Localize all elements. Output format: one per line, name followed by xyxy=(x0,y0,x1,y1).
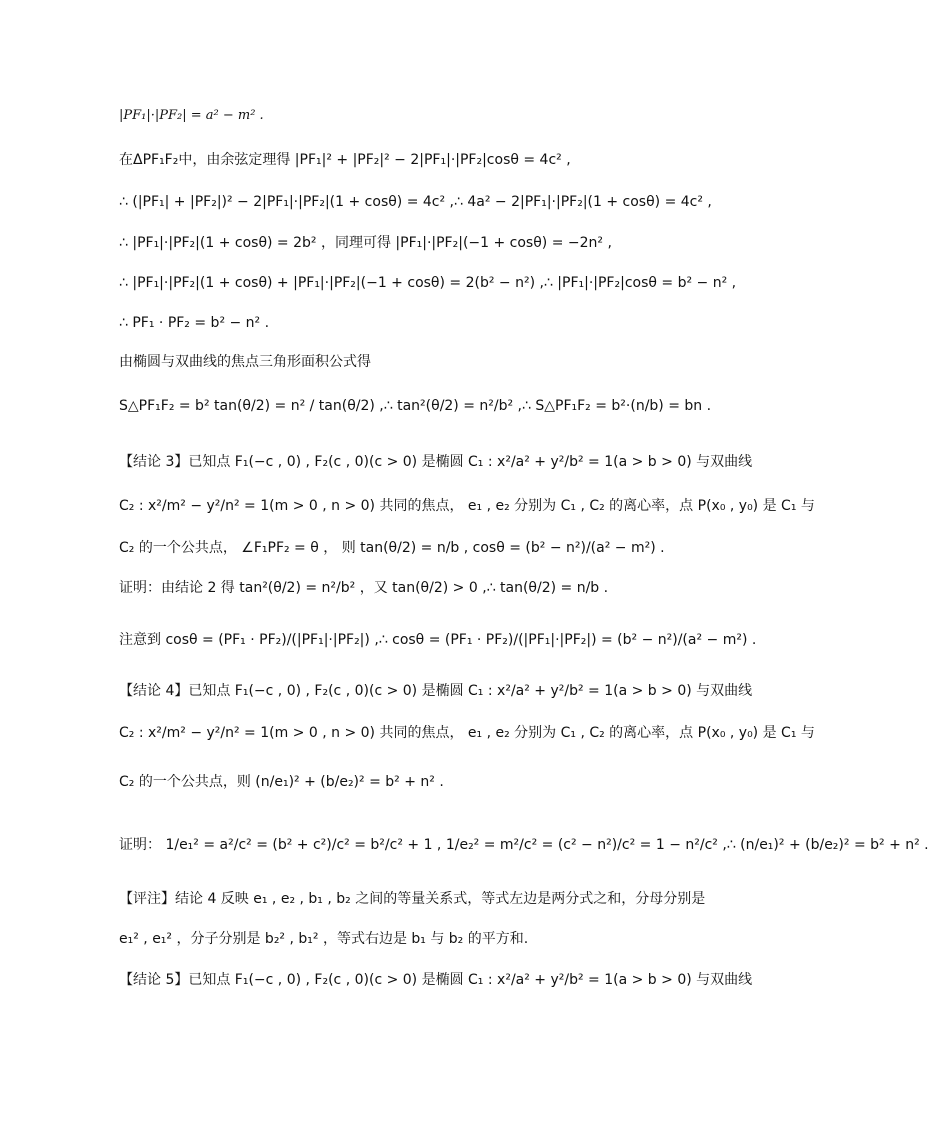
proof-line: 证明： 1/e₁² = a²/c² = (b² + c²)/c² = b²/c² + 1 , 1/e₂² = m²/c² = (c² − n²)/c² = 1 − n²/c² ,∴ (n/e₁)² + (b/e₂)² = b² + n² . xyxy=(119,837,929,853)
text-line: C₂ 的一个公共点， ∠F₁PF₂ = θ ， 则 tan(θ/2) = n/b , cosθ = (b² − n²)/(a² − m²) . xyxy=(119,540,665,556)
text-line: C₂ : x²/m² − y²/n² = 1(m > 0 , n > 0) 共同的焦点， e₁ , e₂ 分别为 C₁ , C₂ 的离心率，点 P(x₀ , y₀) 是 C₁ 与 xyxy=(119,725,815,741)
conclusion-4-heading: 【结论 4】已知点 F₁(−c , 0) , F₂(c , 0)(c > 0) 是椭圆 C₁ : x²/a² + y²/b² = 1(a > b > 0) 与双曲线 xyxy=(119,683,753,699)
conclusion-5-heading: 【结论 5】已知点 F₁(−c , 0) , F₂(c , 0)(c > 0) 是椭圆 C₁ : x²/a² + y²/b² = 1(a > b > 0) 与双曲线 xyxy=(119,972,753,988)
text-line: C₂ 的一个公共点，则 (n/e₁)² + (b/e₂)² = b² + n² . xyxy=(119,774,444,790)
remark-line: 【评注】结论 4 反映 e₁ , e₂ , b₁ , b₂ 之间的等量关系式，等式左边是两分式之和，分母分别是 xyxy=(119,891,706,907)
equation-line: 注意到 cosθ = (PF₁ · PF₂)/(|PF₁|·|PF₂|) ,∴ cosθ = (PF₁ · PF₂)/(|PF₁|·|PF₂|) = (b² − n²)/(a² − m²) . xyxy=(119,632,757,648)
text-line: C₂ : x²/m² − y²/n² = 1(m > 0 , n > 0) 共同的焦点， e₁ , e₂ 分别为 C₁ , C₂ 的离心率，点 P(x₀ , y₀) 是 C₁ 与 xyxy=(119,498,815,514)
equation-line: |PF₁|·|PF₂| = a² − m² . xyxy=(119,108,264,123)
text-line: 在ΔPF₁F₂中，由余弦定理得 |PF₁|² + |PF₂|² − 2|PF₁|·|PF₂|cosθ = 4c² , xyxy=(119,152,571,168)
text-line: 由椭圆与双曲线的焦点三角形面积公式得 xyxy=(119,354,371,370)
equation-line: ∴ PF₁ · PF₂ = b² − n² . xyxy=(119,315,270,331)
equation-line: ∴ (|PF₁| + |PF₂|)² − 2|PF₁|·|PF₂|(1 + cosθ) = 4c² ,∴ 4a² − 2|PF₁|·|PF₂|(1 + cosθ) = 4c² , xyxy=(119,194,712,210)
equation-line: ∴ |PF₁|·|PF₂|(1 + cosθ) + |PF₁|·|PF₂|(−1 + cosθ) = 2(b² − n²) ,∴ |PF₁|·|PF₂|cosθ = b² − n² , xyxy=(119,275,737,291)
proof-line: 证明：由结论 2 得 tan²(θ/2) = n²/b² ，又 tan(θ/2) > 0 ,∴ tan(θ/2) = n/b . xyxy=(119,580,609,596)
text-line: e₁² , e₁² ，分子分别是 b₂² , b₁² ，等式右边是 b₁ 与 b₂ 的平方和. xyxy=(119,931,529,947)
equation-line: ∴ |PF₁|·|PF₂|(1 + cosθ) = 2b² ，同理可得 |PF₁|·|PF₂|(−1 + cosθ) = −2n² , xyxy=(119,235,612,251)
conclusion-3-heading: 【结论 3】已知点 F₁(−c , 0) , F₂(c , 0)(c > 0) 是椭圆 C₁ : x²/a² + y²/b² = 1(a > b > 0) 与双曲线 xyxy=(119,454,753,470)
equation-line: S△PF₁F₂ = b² tan(θ/2) = n² / tan(θ/2) ,∴ tan²(θ/2) = n²/b² ,∴ S△PF₁F₂ = b²·(n/b) = bn . xyxy=(119,398,712,414)
